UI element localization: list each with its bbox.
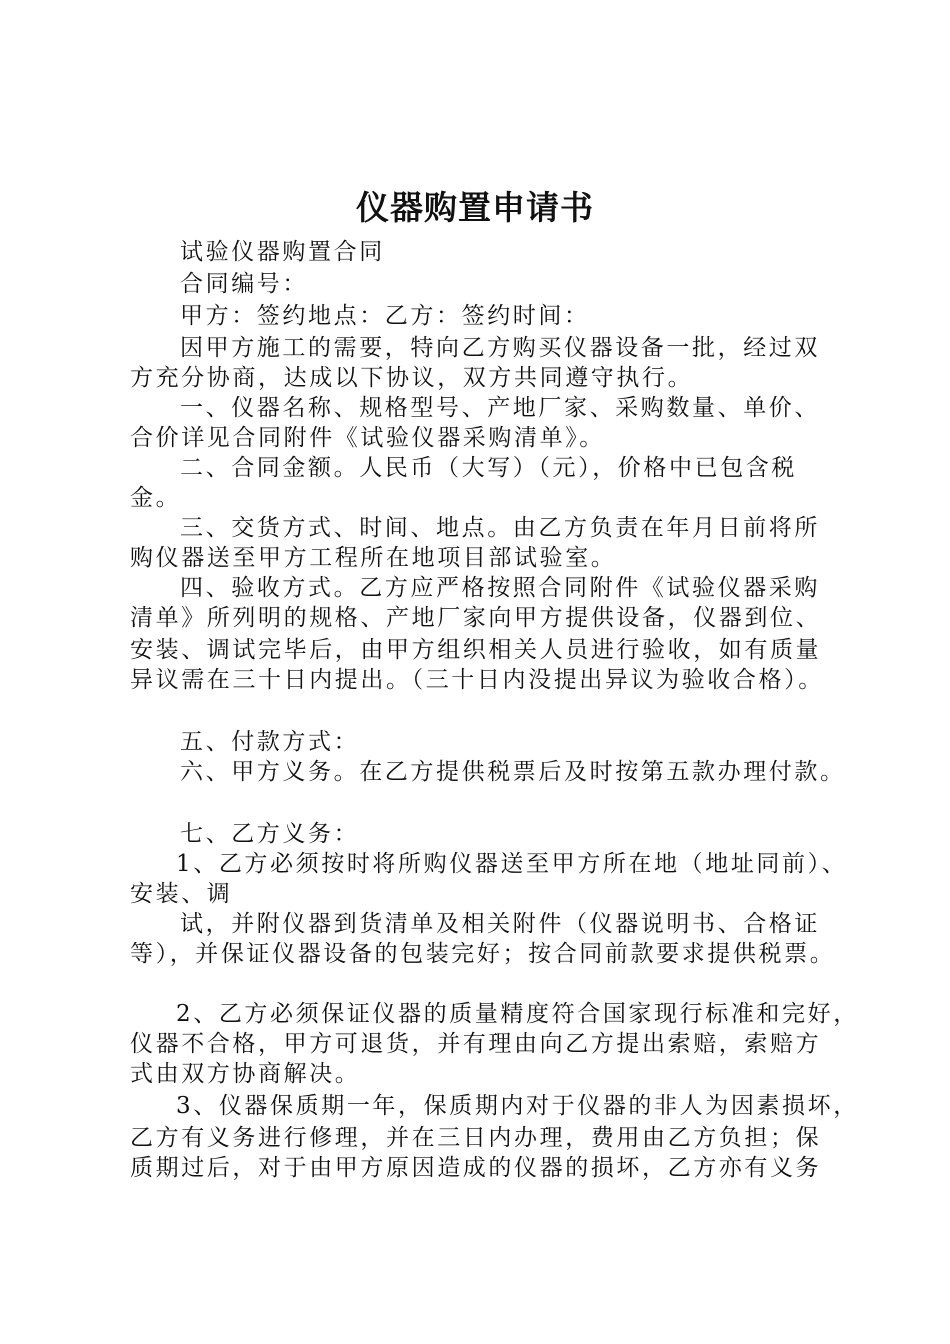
text-line: 安装、调试完毕后，由甲方组织相关人员进行验收，如有质量 [130,637,822,663]
text-line-item-3: 3、仪器保质期一年，保质期内对于仪器的非人为因素损坏， [176,1093,859,1119]
text-line: 金。 [130,485,182,511]
text-line: 异议需在三十日内提出。（三十日内没提出异议为验收合格）。 [130,667,824,693]
text-line: 等），并保证仪器设备的包装完好；按合同前款要求提供税票。 [130,941,836,967]
text-line-contract-number: 合同编号： [180,271,308,297]
text-line: 乙方有义务进行修理，并在三日内办理，费用由乙方负担；保 [130,1125,822,1151]
text-line: 试，并附仪器到货清单及相关附件（仪器说明书、合格证 [180,911,820,937]
text-line: 合价详见合同附件《试验仪器采购清单》。 [130,425,605,451]
text-line-contract-name: 试验仪器购置合同 [180,239,385,265]
text-line-parties: 甲方：签约地点：乙方：签约时间： [180,303,590,329]
text-line-item-2: 2、乙方必须保证仪器的质量精度符合国家现行标准和完好， [176,1001,859,1027]
text-line-clause-2: 二、合同金额。人民币（大写）（元），价格中已包含税 [180,455,797,481]
text-line: 质期过后，对于由甲方原因造成的仪器的损坏，乙方亦有义务 [130,1155,822,1181]
text-line-clause-1: 一、仪器名称、规格型号、产地厂家、采购数量、单价、 [180,395,820,421]
text-line-clause-5: 五、付款方式： [180,729,360,755]
text-line: 购仪器送至甲方工程所在地项目部试验室。 [130,545,617,571]
text-line-clause-3: 三、交货方式、时间、地点。由乙方负责在年月日前将所 [180,515,820,541]
text-line-item-1: 1、乙方必须按时将所购仪器送至甲方所在地（地址同前）、 [176,851,848,877]
text-line: 安装、调 [130,881,233,907]
text-line: 方充分协商，达成以下协议，双方共同遵守执行。 [130,365,694,391]
text-line-clause-4: 四、验收方式。乙方应严格按照合同附件《试验仪器采购 [180,575,820,601]
text-line-clause-7: 七、乙方义务： [180,821,360,847]
text-line: 因甲方施工的需要，特向乙方购买仪器设备一批，经过双 [180,335,820,361]
text-line: 清单》所列明的规格、产地厂家向甲方提供设备，仪器到位、 [130,605,822,631]
text-line-clause-6: 六、甲方义务。在乙方提供税票后及时按第五款办理付款。 [180,759,846,785]
text-line: 仪器不合格，甲方可退货，并有理由向乙方提出索赔，索赔方 [130,1031,822,1057]
text-line: 式由双方协商解决。 [130,1061,361,1087]
document-title: 仪器购置申请书 [356,188,594,227]
